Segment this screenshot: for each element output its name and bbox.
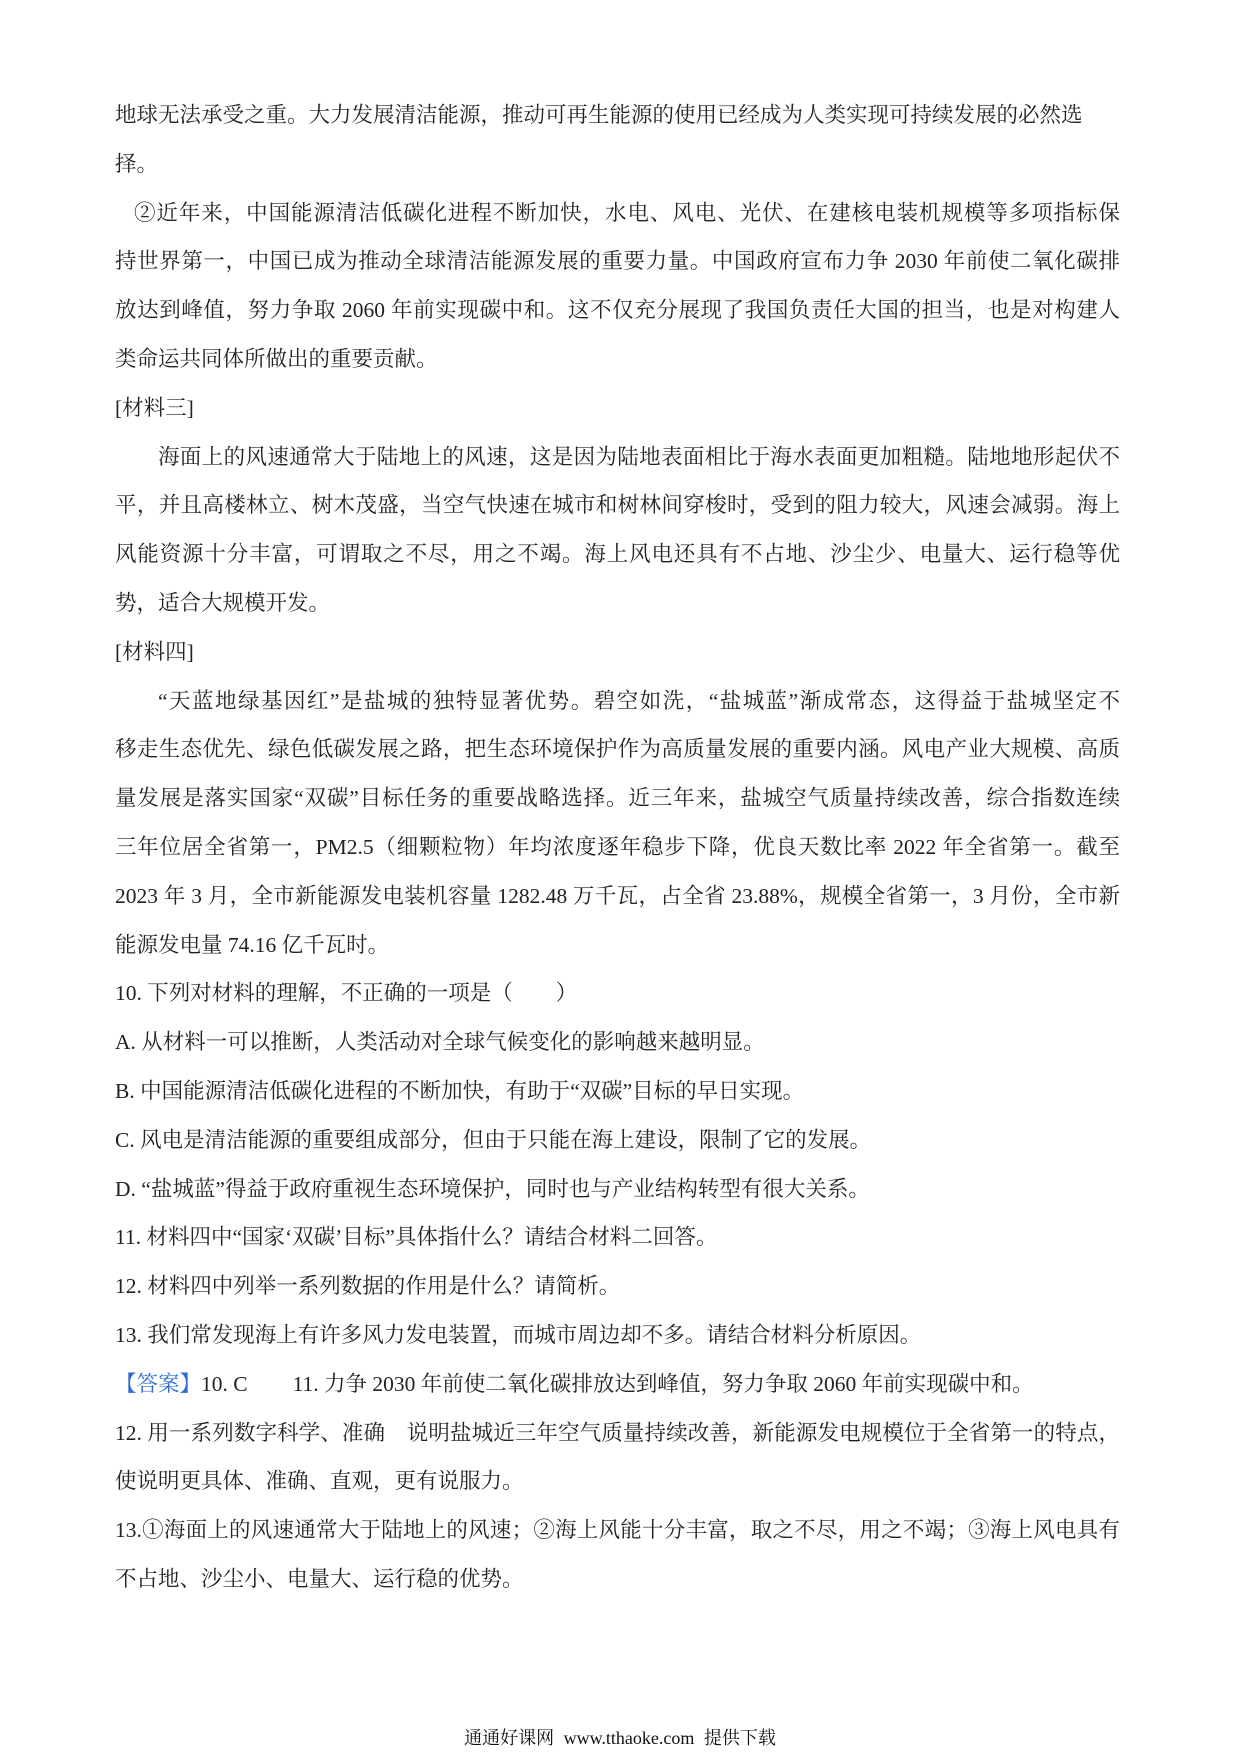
paragraph-line: 类命运共同体所做出的重要贡献。 [115,346,438,371]
answer-label: 【答案】 [115,1371,202,1396]
paragraph-line: 地球无法承受之重。大力发展清洁能源，推动可再生能源的使用已经成为人类实现可持续发展的必然选 [115,103,1083,127]
material-three-heading: [材料三] [115,395,194,420]
answer-12-line: 使说明更具体、准确、直观，更有说服力。 [115,1469,524,1494]
document-body [115,91,1120,1604]
question-10-option-a: A. 从材料一可以推断，人类活动对全球气候变化的影响越来越明显。 [115,1030,765,1055]
question-10-option-d: D. “盐城蓝”得益于政府重视生态环境保护，同时也与产业结构转型有很大关系。 [115,1176,870,1201]
paragraph-line: 量发展是落实国家“双碳”目标任务的重要战略选择。近三年来，盐城空气质量持续改善，综合指数连续 [115,786,1120,811]
paragraph-line: 2023 年 3 月，全市新能源发电装机容量 1282.48 万千瓦，占全省 23.88%，规模全省第一，3 月份，全市新 [115,883,1120,908]
paragraph-line: “天蓝地绿基因红”是盐城的独特显著优势。碧空如洗，“盐城蓝”渐成常态，这得益于盐城坚定不 [158,688,1120,713]
paragraph-line: 移走生态优先、绿色低碳发展之路，把生态环境保护作为高质量发展的重要内涵。风电产业大规模、高质 [115,737,1120,762]
material-two-point-2 [115,189,1120,384]
paragraph-line: 平，并且高楼林立、树木茂盛，当空气快速在城市和树林间穿梭时，受到的阻力较大，风速会减弱。海上 [115,493,1120,518]
paragraph-line: 三年位居全省第一，PM2.5（细颗粒物）年均浓度逐年稳步下降，优良天数比率 2022 年全省第一。截至 [115,834,1120,859]
material-four-heading: [材料四] [115,639,194,664]
paragraph-line: 持世界第一，中国已成为推动全球清洁能源发展的重要力量。中国政府宣布力争 2030 年前使二氧化碳排 [115,249,1120,274]
answer-section [115,1360,1120,1604]
answer-10: 10. C [201,1371,248,1396]
footer-watermark: 通通好课网 www.tthaoke.com 提供下载 [464,1728,776,1748]
paragraph-line: 放达到峰值，努力争取 2060 年前实现碳中和。这不仅充分展现了我国负责任大国的担当，也是对构建人 [115,298,1120,323]
paragraph-line: ②近年来，中国能源清洁低碳化进程不断加快，水电、风电、光伏、在建核电装机规模等多项指标保 [134,200,1120,225]
answer-13-line: 不占地、沙尘小、电量大、运行稳的优势。 [115,1566,524,1591]
answer-line-10-11 [115,1360,1120,1409]
material-two-continuation [115,91,1120,189]
question-10-option-c: C. 风电是清洁能源的重要组成部分，但由于只能在海上建设，限制了它的发展。 [115,1127,872,1152]
paragraph-line: 海面上的风速通常大于陆地上的风速，这是因为陆地表面相比于海水表面更加粗糙。陆地地形起伏不 [158,444,1120,469]
paragraph-line: 风能资源十分丰富，可谓取之不尽，用之不竭。海上风电还具有不占地、沙尘少、电量大、运行稳等优 [115,542,1120,567]
answer-13-line: 13.①海面上的风速通常大于陆地上的风速；②海上风能十分丰富，取之不尽，用之不竭；③海上风电具有 [115,1518,1120,1543]
answer-11: 11. 力争 2030 年前使二氧化碳排放达到峰值，努力争取 2060 年前实现碳中和。 [292,1371,1034,1396]
question-11: 11. 材料四中“国家‘双碳’目标”具体指什么？请结合材料二回答。 [115,1225,718,1250]
question-13: 13. 我们常发现海上有许多风力发电装置，而城市周边却不多。请结合材料分析原因。 [115,1322,922,1347]
answer-12-line: 12. 用一系列数字科学、准确 说明盐城近三年空气质量持续改善，新能源发电规模位于全省第一的特点， [115,1420,1120,1445]
question-10-option-b: B. 中国能源清洁低碳化进程的不断加快，有助于“双碳”目标的早日实现。 [115,1078,805,1103]
question-10 [115,969,1120,1213]
question-10-stem: 10. 下列对材料的理解，不正确的一项是（ ） [115,981,578,1006]
material-four [115,628,1120,970]
paragraph-line: 能源发电量 74.16 亿千瓦时。 [115,932,390,957]
material-three [115,384,1120,628]
paragraph-line: 择。 [115,151,159,176]
question-12: 12. 材料四中列举一系列数据的作用是什么？请简析。 [115,1274,621,1299]
paragraph-line: 势，适合大规模开发。 [115,590,331,615]
